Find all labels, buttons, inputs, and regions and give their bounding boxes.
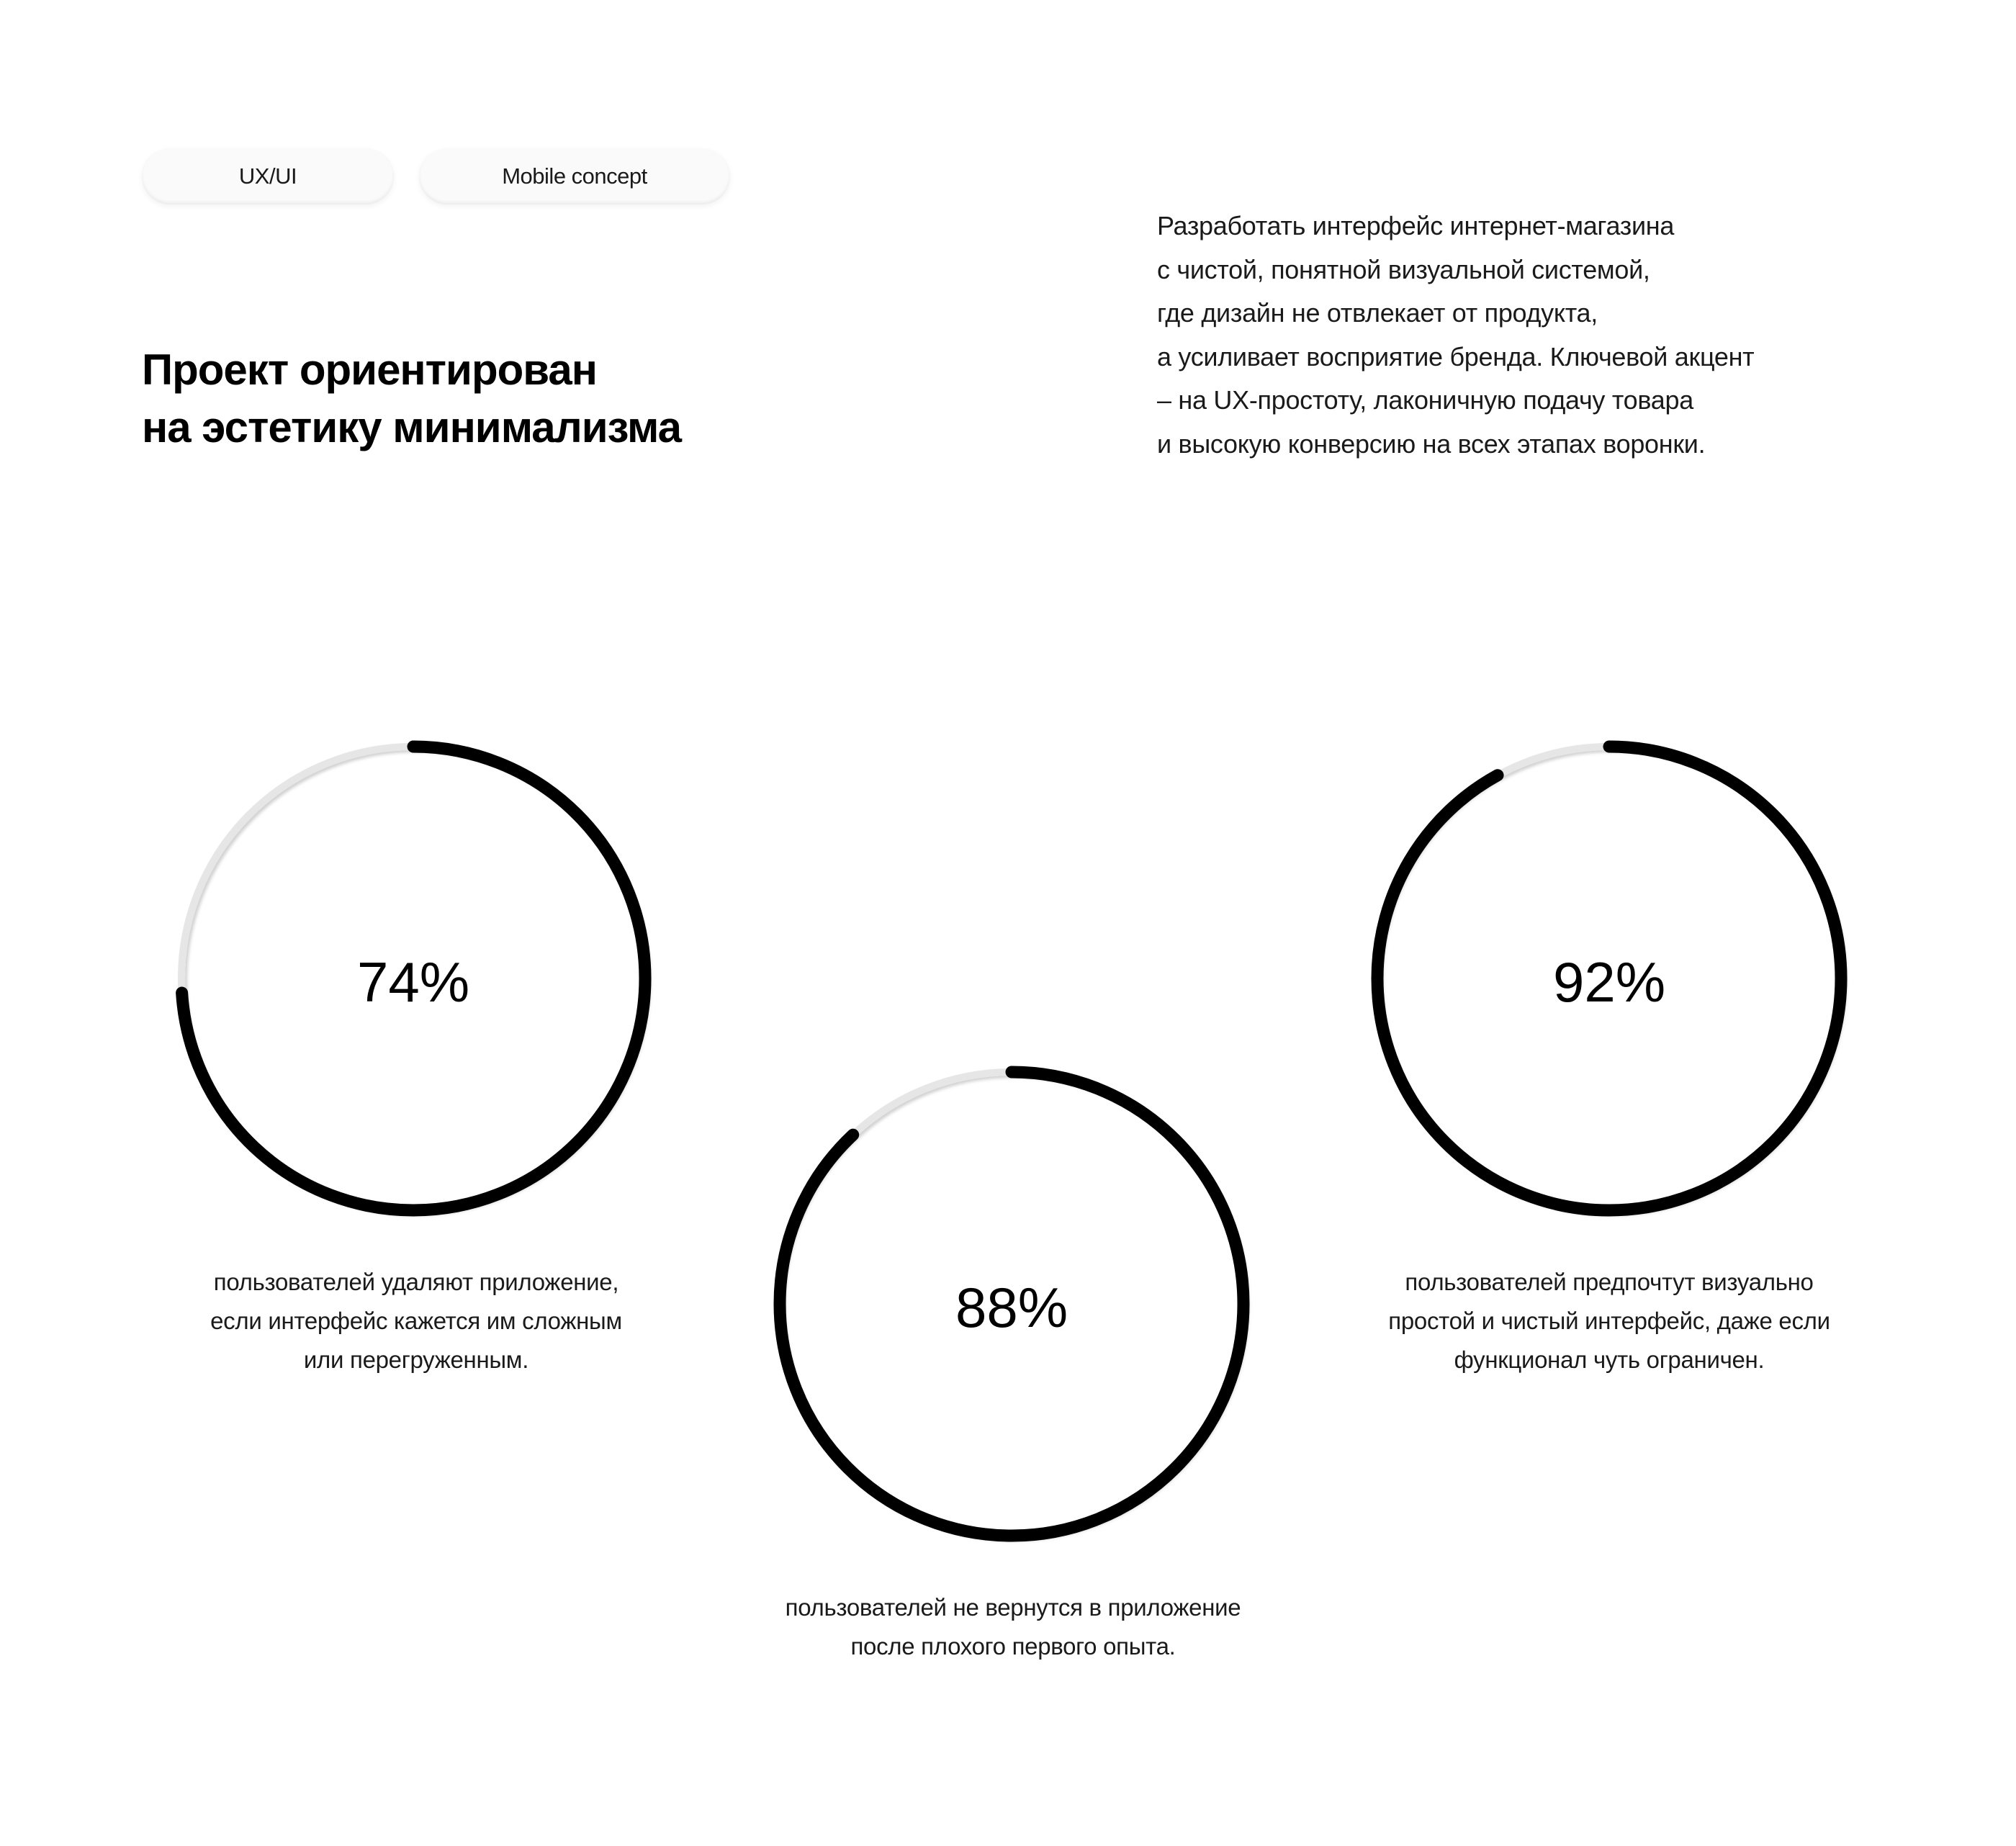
caption-line: или перегруженным. — [303, 1346, 529, 1373]
description-line: где дизайн не отвлекает от продукта, — [1157, 298, 1598, 328]
tag-ux-ui: UX/UI — [142, 148, 394, 204]
caption-line: функционал чуть ограничен. — [1454, 1346, 1765, 1373]
description-line: – на UX-простоту, лаконичную подачу товара — [1157, 385, 1693, 415]
stat-caption — [725, 1588, 1301, 1666]
caption-line: после плохого первого опыта. — [850, 1633, 1176, 1660]
description-line: Разработать интерфейс интернет-магазина — [1157, 211, 1675, 240]
description-line: и высокую конверсию на всех этапах воронки. — [1157, 428, 1706, 459]
caption-line: если интерфейс кажется им сложным — [210, 1307, 622, 1334]
title-line: на эстетику минимализма — [142, 403, 681, 451]
stat-value: 88% — [955, 1276, 1068, 1339]
caption-line: пользователей не вернутся в приложение — [785, 1594, 1241, 1621]
description-line: а усиливает восприятие бренда. Ключевой акцент — [1157, 341, 1755, 372]
title-line: Проект ориентирован — [142, 346, 597, 394]
description-line: с чистой, понятной визуальной системой, — [1157, 254, 1650, 284]
caption-line: пользователей удаляют приложение, — [213, 1269, 619, 1295]
stat-caption — [128, 1263, 704, 1379]
stat-caption — [1321, 1263, 1897, 1379]
caption-line: простой и чистый интерфейс, даже если — [1388, 1307, 1830, 1334]
stat-value: 92% — [1552, 950, 1666, 1014]
stat-value: 74% — [356, 950, 470, 1014]
tag-mobile-concept: Mobile concept — [419, 148, 730, 204]
caption-line: пользователей предпочтут визуально — [1405, 1269, 1814, 1295]
